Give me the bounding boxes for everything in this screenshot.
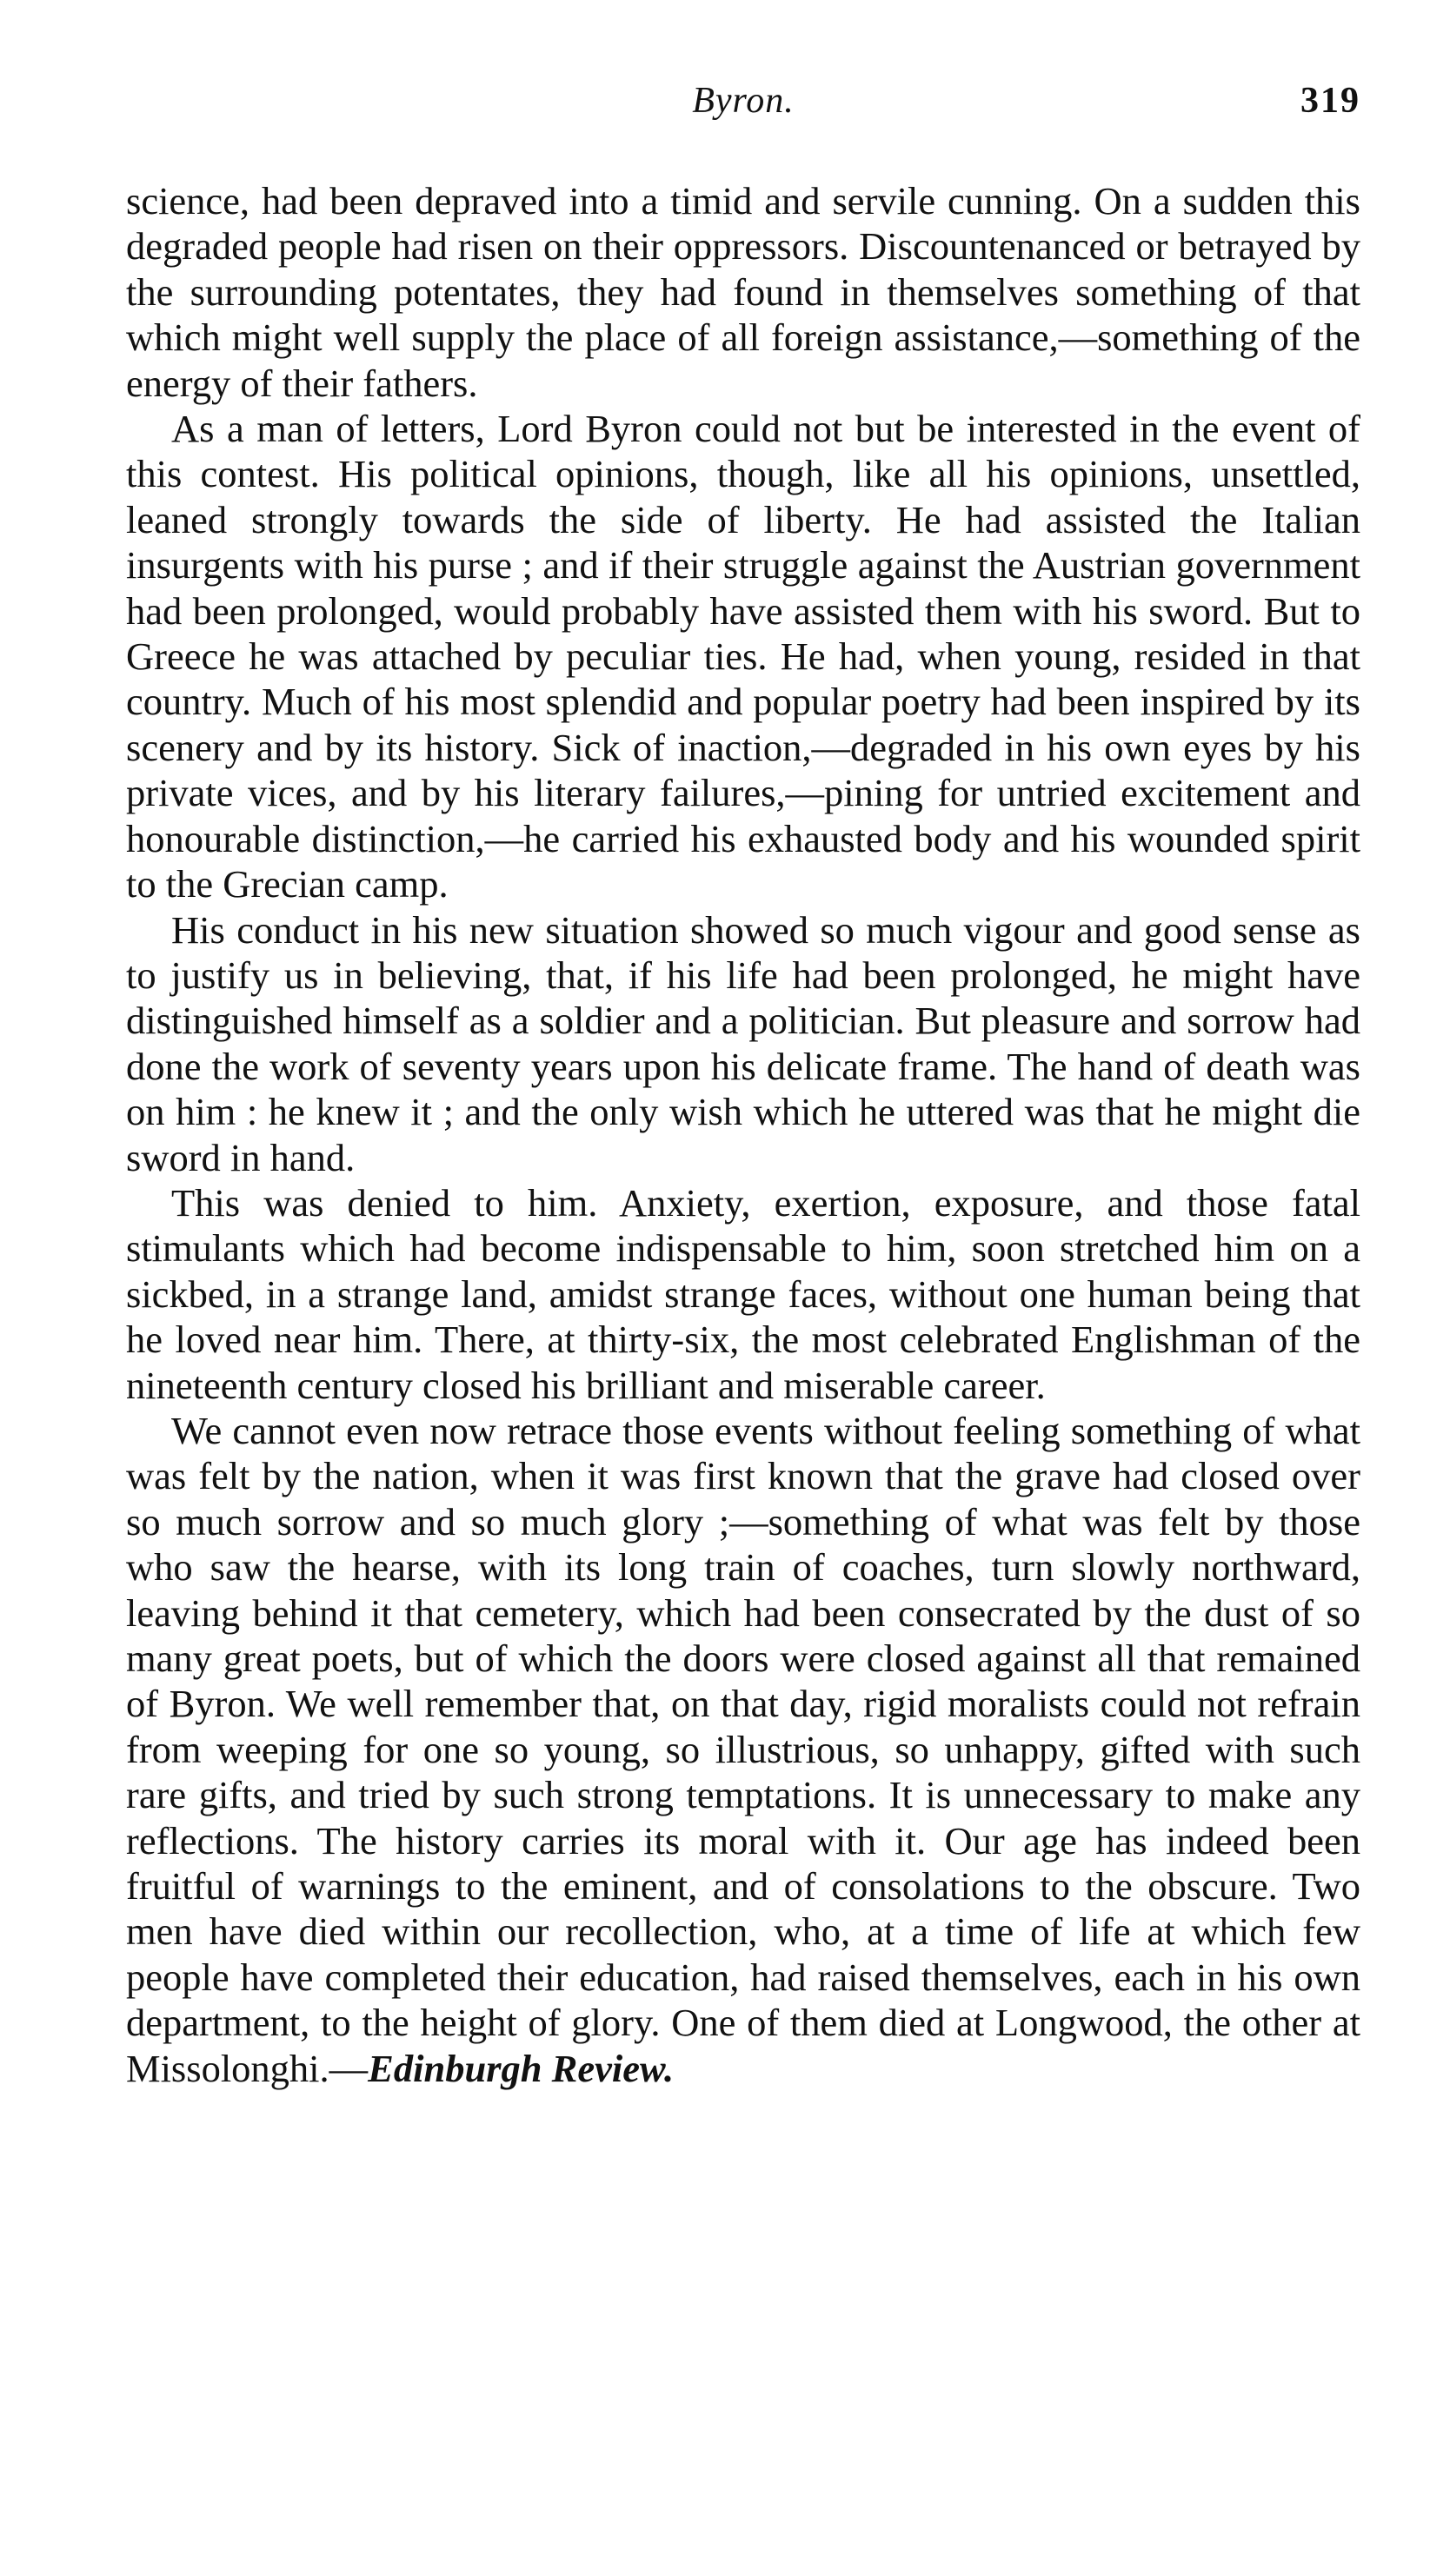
paragraph-text: This was denied to him. Anxiety, exertion, exposure, and those fatal stimulants which had become indispensable to him, soon stretched him on a sickbed, in a strange land, amidst strange faces, without one human being that he loved near him. There, at thirty-six, the most celebrated Englishman of the nineteenth century closed his brilliant and miserable career. — [126, 1180, 1360, 1407]
source-citation: Edinburgh Review. — [368, 2046, 675, 2090]
running-title: Byron. — [692, 81, 795, 121]
paragraph-continued — [126, 178, 1360, 406]
paragraph-byron-letters — [126, 406, 1360, 906]
paragraph-death — [126, 1180, 1360, 1408]
paragraph-text: We cannot even now retrace those events without feeling something of what was felt by the nation, when it was first known that the grave had closed over so much sorrow and so much glory ;—something of what was felt by those who saw the hearse, with its long train of coaches, turn slowly northward, leaving behind it that cemetery, which had been consecrated by the dust of so many great poets, but of which the doors were closed against all that remained of Byron. We well remember that, on that day, rigid moralists could not refrain from weeping for one so young, so illustrious, so unhappy, gifted with such rare gifts, and tried by such strong temptations. It is unnecessary to make any reflections. The history carries its moral with it. Our age has indeed been fruitful of warnings to the eminent, and of consolations to the obscure. Two men have died within our recollection, who, at a time of life at which few people have completed their education, had raised themselves, each in his own department, to the height of glory. One of them died at Longwood, the other at Missolonghi.— — [126, 1408, 1360, 2090]
paragraph-text: His conduct in his new situation showed so much vigour and good sense as to justify us in believing, that, if his life had been prolonged, he might have distinguished himself as a soldier and a politician. But pleasure and sorrow had done the work of seventy years upon his delicate frame. The hand of death was on him : he knew it ; and the only wish which he uttered was that he might die sword in hand. — [126, 907, 1360, 1179]
paragraph-retrace — [126, 1408, 1360, 2091]
page-number: 319 — [1300, 81, 1360, 121]
paragraph-conduct — [126, 907, 1360, 1180]
running-head — [126, 80, 1360, 141]
paragraph-text: science, had been depraved into a timid and servile cunning. On a sudden this degraded people had risen on their oppressors. Discountenanced or betrayed by the surrounding potentates, they had found in themselves something of that which might well supply the place of all foreign assistance,—something of the energy of their fathers. — [126, 179, 1360, 405]
body-text — [126, 178, 1360, 2091]
paragraph-text: As a man of letters, Lord Byron could not but be interested in the event of this contest. His political opinions, though, like all his opinions, unsettled, leaned strongly towards the side of liberty. He had assisted the Italian insurgents with his purse ; and if their struggle against the Austrian government had been prolonged, would probably have assisted them with his sword. But to Greece he was attached by peculiar ties. He had, when young, resided in that country. Much of his most splendid and popular poetry had been inspired by its scenery and by its history. Sick of inaction,—degraded in his own eyes by his private vices, and by his literary failures,—pining for untried excitement and honourable distinction,—he carried his exhausted body and his wounded spirit to the Grecian camp. — [126, 407, 1360, 906]
